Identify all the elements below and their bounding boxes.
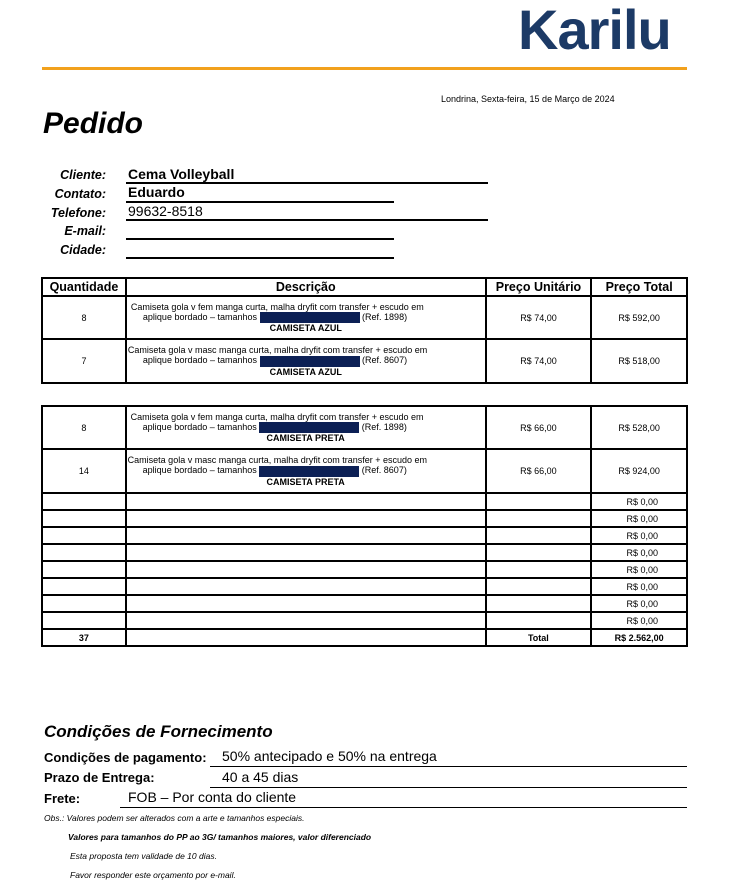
note-reply: Favor responder este orçamento por e-mail.: [70, 870, 236, 880]
desc-line: aplique bordado – tamanhos (Ref. 1898): [142, 421, 407, 432]
cliente-value: Cema Volleyball: [128, 166, 235, 182]
prazo-value: 40 a 45 dias: [222, 769, 299, 785]
table-header-row: [42, 278, 687, 296]
page-title: Pedido: [43, 107, 144, 140]
row-total-price: R$ 592,00: [591, 296, 687, 339]
contato-label: Contato:: [54, 187, 106, 201]
empty-row: [42, 510, 687, 527]
empty-row: [42, 612, 687, 629]
row-qty: 8: [42, 406, 126, 449]
row-total-price: R$ 924,00: [591, 449, 687, 493]
empty-row: [42, 578, 687, 595]
desc-line: aplique bordado – tamanhos (Ref. 8607): [142, 355, 408, 366]
grand-total: R$ 2.562,00: [591, 629, 687, 646]
frete-value: FOB – Por conta do cliente: [128, 789, 297, 805]
pagamento-label: Condições de pagamento:: [44, 750, 207, 765]
row-total-price: R$ 0,00: [591, 612, 687, 629]
desc-line: Camiseta gola v fem manga curta, malha dryfit com transfer + escudo em: [130, 411, 424, 422]
cidade-line: [126, 257, 394, 259]
telefone-line: [126, 219, 488, 221]
row-desc: [126, 449, 486, 493]
row-total-price: R$ 0,00: [591, 493, 687, 510]
karilu-logo: Karilu: [518, 0, 671, 61]
email-line: [126, 238, 394, 240]
table-row: [42, 296, 687, 339]
row-unit-price: R$ 74,00: [486, 339, 592, 383]
desc-line: aplique bordado – tamanhos (Ref. 8607): [142, 465, 407, 476]
redacted-sizes: [260, 312, 360, 323]
row-total-price: R$ 0,00: [591, 527, 687, 544]
email-label: E-mail:: [64, 224, 106, 238]
row-qty: 14: [42, 449, 126, 493]
row-total-price: R$ 0,00: [591, 561, 687, 578]
desc-tag: CAMISETA AZUL: [269, 323, 342, 334]
header-preco-unitario: Preço Unitário: [486, 278, 592, 296]
pagamento-line: [210, 766, 687, 767]
items-table-1: [41, 277, 688, 384]
row-desc: [126, 339, 486, 383]
table-row: [42, 339, 687, 383]
telefone-value: 99632-8518: [128, 203, 203, 219]
table-row: [42, 449, 687, 493]
row-total-price: R$ 0,00: [591, 510, 687, 527]
row-unit-price: R$ 66,00: [486, 406, 592, 449]
note-obs: Obs.: Valores podem ser alterados com a arte e tamanhos especiais.: [44, 813, 305, 823]
redacted-sizes: [259, 466, 359, 477]
desc-tag: CAMISETA AZUL: [269, 366, 342, 377]
total-row: [42, 629, 687, 646]
empty-row: [42, 561, 687, 578]
note-sizes: Valores para tamanhos do PP ao 3G/ tamanhos maiores, valor diferenciado: [68, 832, 372, 842]
note-validity: Esta proposta tem validade de 10 dias.: [70, 851, 217, 861]
frete-line: [120, 807, 687, 808]
desc-line: aplique bordado – tamanhos (Ref. 1898): [142, 311, 408, 322]
header-divider: [42, 67, 687, 70]
row-desc: [126, 296, 486, 339]
header-descricao: Descrição: [126, 278, 486, 296]
total-label: Total: [486, 629, 592, 646]
row-unit-price: R$ 74,00: [486, 296, 592, 339]
total-qty: 37: [42, 629, 126, 646]
empty-row: [42, 493, 687, 510]
prazo-line: [210, 787, 687, 788]
empty-row: [42, 544, 687, 561]
redacted-sizes: [259, 422, 359, 433]
cliente-label: Cliente:: [60, 168, 106, 182]
frete-label: Frete:: [44, 791, 81, 806]
row-total-price: R$ 0,00: [591, 595, 687, 612]
document-date: Londrina, Sexta-feira, 15 de Março de 2024: [441, 94, 615, 104]
contato-value: Eduardo: [128, 184, 185, 200]
row-total-price: R$ 0,00: [591, 578, 687, 595]
row-qty: 8: [42, 296, 126, 339]
row-total-price: R$ 528,00: [591, 406, 687, 449]
desc-line: Camiseta gola v masc manga curta, malha dryfit com transfer + escudo em: [127, 455, 428, 466]
row-desc: [126, 406, 486, 449]
desc-line: Camiseta gola v fem manga curta, malha dryfit com transfer + escudo em: [130, 301, 424, 312]
prazo-label: Prazo de Entrega:: [44, 770, 155, 785]
empty-row: [42, 595, 687, 612]
row-unit-price: R$ 66,00: [486, 449, 592, 493]
header-quantidade: Quantidade: [42, 278, 126, 296]
desc-tag: CAMISETA PRETA: [266, 476, 345, 487]
redacted-sizes: [260, 356, 360, 367]
table-row: [42, 406, 687, 449]
row-total-price: R$ 0,00: [591, 544, 687, 561]
desc-tag: CAMISETA PRETA: [266, 433, 345, 444]
empty-row: [42, 527, 687, 544]
pagamento-value: 50% antecipado e 50% na entrega: [222, 748, 437, 764]
row-qty: 7: [42, 339, 126, 383]
conditions-title: Condições de Fornecimento: [44, 722, 273, 741]
telefone-label: Telefone:: [50, 206, 106, 220]
row-total-price: R$ 518,00: [591, 339, 687, 383]
header-preco-total: Preço Total: [591, 278, 687, 296]
items-table-2: [41, 405, 688, 647]
cidade-label: Cidade:: [60, 243, 106, 257]
desc-line: Camiseta gola v masc manga curta, malha dryfit com transfer + escudo em: [127, 345, 428, 356]
